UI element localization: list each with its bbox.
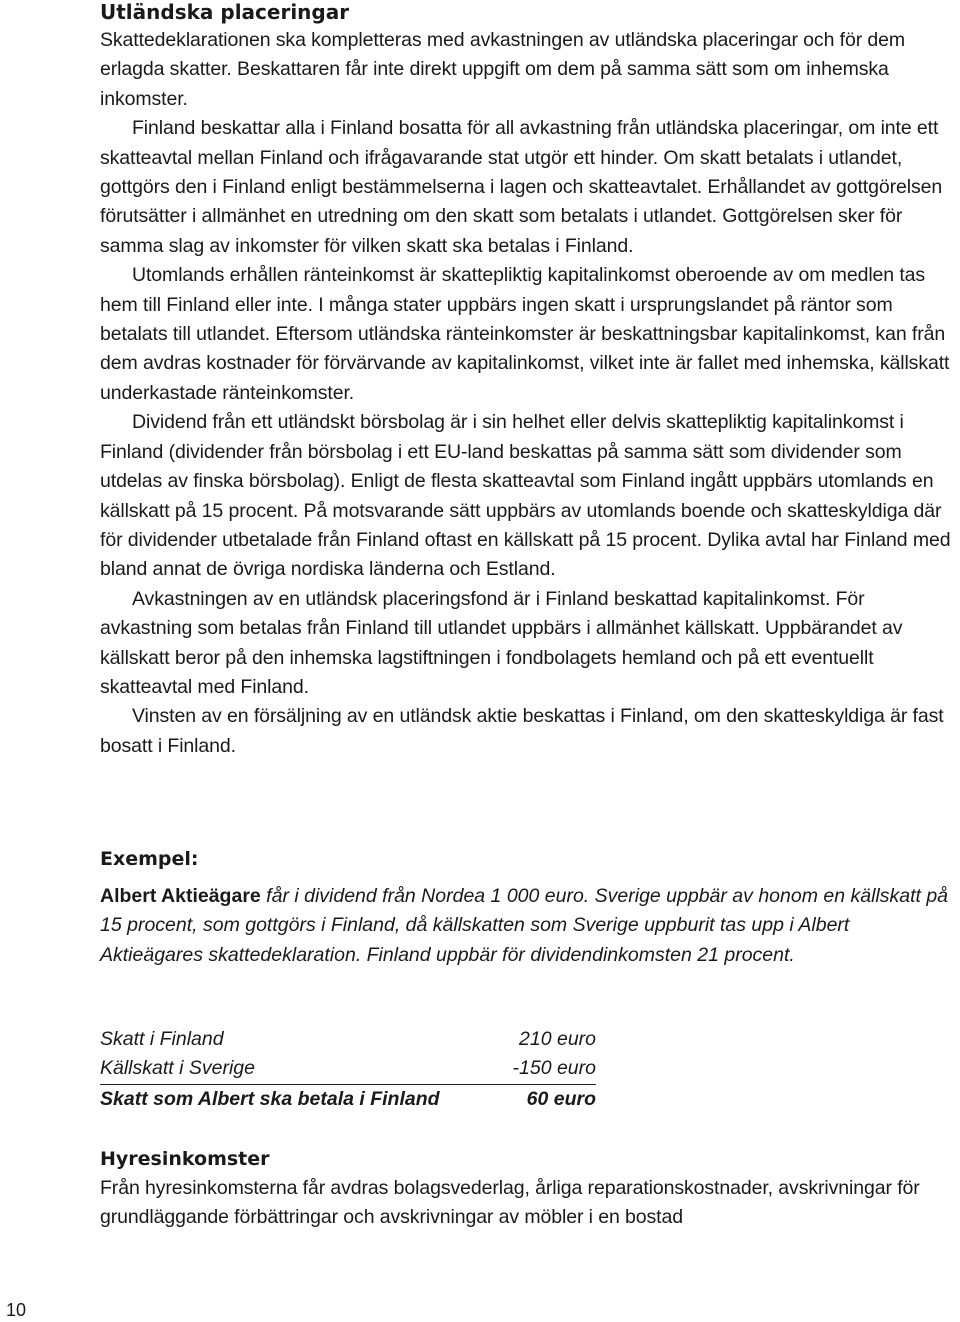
- section-foreign-investments: [100, 0, 956, 761]
- example-heading: Exempel:: [100, 848, 199, 870]
- section-rental-income: [100, 1144, 956, 1233]
- paragraph: Vinsten av en försäljning av en utländsk aktie beskattas i Finland, om den skatteskyldiga är fast bosatt i Finland.: [100, 705, 944, 757]
- section-heading: Utländska placeringar: [100, 0, 350, 24]
- example-box: [100, 846, 956, 970]
- example-name: Albert Aktieägare: [100, 885, 261, 907]
- calc-amount: -150 euro: [512, 1057, 596, 1080]
- paragraph: Från hyresinkomsterna får avdras bolagsvederlag, årliga reparationskostnader, avskrivningar för grundläggande förbättringar och avskrivningar av möbler i en bostad: [100, 1177, 920, 1229]
- calc-total-row: [100, 1085, 596, 1114]
- example-text: [100, 882, 956, 970]
- calc-label: Skatt som Albert ska betala i Finland: [100, 1087, 440, 1110]
- page-number: 10: [6, 1300, 27, 1320]
- example-description: får i dividend från Nordea 1 000 euro. Sverige uppbär av honom en källskatt på 15 procent, som gottgörs i Finland, då källskatten som Sverige uppburit tas upp i Albert Aktieägares skattedeklaration. Finland uppbär för dividendinkomsten 21 procent.: [100, 885, 949, 966]
- paragraph: Utomlands erhållen ränteinkomst är skattepliktig kapitalinkomst oberoende av om medlen tas hem till Finland eller inte. I många stater uppbärs ingen skatt i ursprungslandet på räntor som betalats till utlandet. Eftersom utländska ränteinkomster är beskattningsbar kapitalinkomst, kan från dem avdras kostnader för förvärvande av kapitalinkomst, vilket inte är fallet med inhemska, källskatt underkastade ränteinkomster.: [100, 264, 950, 404]
- calc-amount: 60 euro: [526, 1087, 596, 1110]
- section-body: [100, 26, 956, 761]
- calc-amount: 210 euro: [519, 1028, 596, 1050]
- paragraph: Dividend från ett utländskt börsbolag är i sin helhet eller delvis skattepliktig kapitalinkomst i Finland (dividender från börsbolag i ett EU-land beskattas på samma sätt som dividender som utdelas av finska börsbolag). Enligt de flesta skatteavtal som Finland ingått uppbärs utomlands en källskatt på 15 procent. På motsvarande sätt uppbärs av utomlands boende och skatteskyldiga där för dividender utbetalade från Finland oftast en källskatt på 15 procent. Dylika avtal har Finland med bland annat de övriga nordiska länderna och Estland.: [100, 411, 951, 581]
- section-heading: Hyresinkomster: [100, 1148, 270, 1170]
- paragraph: Skattedeklarationen ska kompletteras med avkastningen av utländska placeringar och för dem erlagda skatter. Beskattaren får inte direkt uppgift om dem på samma sätt som om inhemska inkomster.: [100, 29, 906, 110]
- calc-label: Skatt i Finland: [100, 1028, 224, 1050]
- paragraph: Finland beskattar alla i Finland bosatta för all avkastning från utländska placeringar, om inte ett skatteavtal mellan Finland och ifrågavarande stat utgör ett hinder. Om skatt betalats i utlandet, gottgörs den i Finland enligt bestämmelserna i lagen och skatteavtalet. Erhållandet av gottgörelsen förutsätter i allmänhet en utredning om den skatt som betalats i utlandet. Gottgörelsen sker för samma slag av inkomster för vilken skatt ska betalas i Finland.: [100, 117, 943, 257]
- paragraph: Avkastningen av en utländsk placeringsfond är i Finland beskattad kapitalinkomst. För avkastning som betalas från Finland till utlandet uppbärs i allmänhet källskatt. Uppbärandet av källskatt beror på den inhemska lagstiftningen i fondbolagets hemland och på ett eventuellt skatteavtal med Finland.: [100, 587, 903, 698]
- calc-row: [100, 1025, 596, 1054]
- calc-label: Källskatt i Sverige: [100, 1057, 255, 1080]
- calc-row: [100, 1054, 596, 1084]
- tax-calculation: [100, 1025, 600, 1114]
